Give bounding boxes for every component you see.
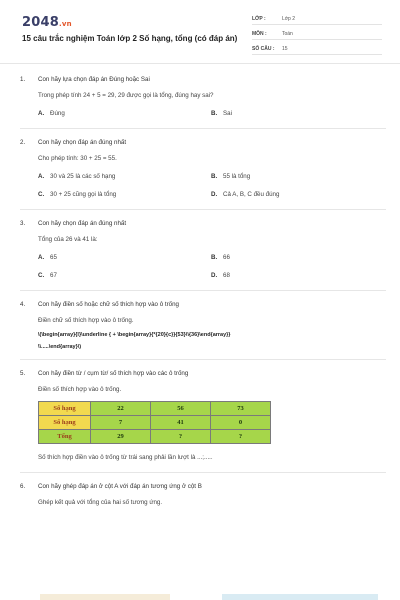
option-a[interactable]: [38, 104, 211, 122]
question-instruction: Con hãy điền số hoặc chữ số thích hợp vào ô trống: [38, 300, 179, 308]
row-label: Số hạng: [39, 402, 91, 416]
table-cell: 7: [91, 416, 151, 430]
question-body: [38, 149, 386, 203]
question-number: 1.: [20, 75, 26, 83]
meta-key: SỐ CÂU :: [252, 46, 275, 52]
option-b[interactable]: [211, 248, 384, 266]
question-heading: [20, 297, 386, 311]
question-number: 5.: [20, 369, 26, 377]
question-heading: [20, 72, 386, 86]
site-logo[interactable]: [22, 15, 72, 30]
question-text: Điền chữ số thích hợp vào ô trống.: [38, 316, 134, 324]
table-row: [39, 430, 271, 444]
question-text: Trong phép tính 24 + 5 = 29, 29 được gọi là tổng, đúng hay sai?: [38, 91, 214, 99]
matching-columns: [40, 594, 378, 600]
column-a-box: [40, 594, 170, 600]
logo-main: 2048: [22, 15, 59, 30]
question-heading: [20, 366, 386, 380]
table-row: [39, 402, 271, 416]
meta-row-subject: [252, 29, 382, 40]
question-2: [20, 135, 386, 210]
option-letter: B.: [211, 253, 218, 261]
option-letter: A.: [38, 172, 45, 180]
document-title: 15 câu trắc nghiệm Toán lớp 2 Số hạng, tổng (có đáp án): [22, 34, 238, 43]
question-heading: [20, 479, 386, 493]
option-text: 65: [50, 253, 57, 261]
question-instruction: Con hãy chọn đáp án đúng nhất: [38, 138, 127, 146]
option-text: 30 và 25 là các số hạng: [50, 172, 116, 180]
meta-value: Lớp 2: [282, 16, 296, 22]
question-body: [38, 380, 386, 466]
option-text: 30 + 25 cũng gọi là tổng: [50, 190, 117, 198]
page-header: [0, 0, 400, 64]
option-text: 67: [50, 271, 57, 279]
answer-options: [38, 167, 386, 203]
meta-row-class: [252, 14, 382, 25]
question-list: [20, 72, 386, 511]
option-a[interactable]: [38, 167, 211, 185]
table-cell: 29: [91, 430, 151, 444]
option-letter: C.: [38, 271, 45, 279]
option-c[interactable]: [38, 266, 211, 284]
question-text: Điền số thích hợp vào ô trống.: [38, 385, 122, 393]
divider: [20, 359, 386, 360]
question-body: [38, 493, 386, 511]
option-d[interactable]: [211, 266, 384, 284]
option-letter: A.: [38, 109, 45, 117]
question-text: Tổng của 26 và 41 là:: [38, 235, 98, 243]
sum-table: [38, 401, 271, 444]
question-6: [20, 479, 386, 511]
blank-cell[interactable]: ?: [211, 430, 271, 444]
table-cell: 41: [151, 416, 211, 430]
row-label: Tổng: [39, 430, 91, 444]
question-instruction: Con hãy lựa chọn đáp án Đúng hoặc Sai: [38, 75, 150, 83]
question-number: 3.: [20, 219, 26, 227]
option-text: 68: [223, 271, 230, 279]
option-a[interactable]: [38, 248, 211, 266]
option-text: 55 là tổng: [223, 172, 251, 180]
question-4: [20, 297, 386, 360]
logo-sub: .vn: [58, 20, 72, 28]
question-number: 4.: [20, 300, 26, 308]
blank-cell[interactable]: ?: [151, 430, 211, 444]
divider: [20, 472, 386, 473]
question-text: Ghép kết quả với tổng của hai số tương ứng.: [38, 498, 163, 506]
question-5: [20, 366, 386, 473]
table-cell: 56: [151, 402, 211, 416]
row-label: Số hạng: [39, 416, 91, 430]
option-text: 66: [223, 253, 230, 261]
option-letter: D.: [211, 271, 218, 279]
divider: [20, 128, 386, 129]
answer-options: [38, 104, 386, 122]
option-b[interactable]: [211, 104, 384, 122]
option-c[interactable]: [38, 185, 211, 203]
option-b[interactable]: [211, 167, 384, 185]
option-letter: C.: [38, 190, 45, 198]
question-followup: Số thích hợp điền vào ô trống từ trái sang phải lần lượt là ...;.....: [38, 453, 213, 461]
divider: [20, 290, 386, 291]
question-text: Cho phép tính: 30 + 25 = 55.: [38, 154, 117, 162]
question-heading: [20, 135, 386, 149]
math-expression-line-2: \\.....\end{array}\): [38, 344, 82, 350]
question-instruction: Con hãy chọn đáp án đúng nhất: [38, 219, 127, 227]
question-body: [38, 86, 386, 122]
meta-row-count: [252, 44, 382, 55]
question-1: [20, 72, 386, 129]
table-cell: 73: [211, 402, 271, 416]
question-number: 6.: [20, 482, 26, 490]
column-b-box: [222, 594, 378, 600]
option-text: Cả A, B, C đều đúng: [223, 190, 280, 198]
option-letter: D.: [211, 190, 218, 198]
option-letter: A.: [38, 253, 45, 261]
table-cell: 22: [91, 402, 151, 416]
question-body: [38, 230, 386, 284]
meta-info: [252, 14, 382, 59]
question-heading: [20, 216, 386, 230]
option-letter: B.: [211, 109, 218, 117]
question-body: [38, 311, 386, 353]
math-expression-line-1: \(\begin{array}{l}\underline { + \begin{array}{*{20}{c}}{53}\\{36}\end{array}}: [38, 332, 231, 338]
option-text: Đúng: [50, 109, 65, 117]
question-3: [20, 216, 386, 291]
option-text: Sai: [223, 109, 232, 117]
meta-key: LỚP :: [252, 16, 266, 22]
table-cell: 0: [211, 416, 271, 430]
question-number: 2.: [20, 138, 26, 146]
meta-value: 15: [282, 46, 288, 52]
table-row: [39, 416, 271, 430]
option-letter: B.: [211, 172, 218, 180]
question-instruction: Con hãy ghép đáp án ở cột A với đáp án tương ứng ở cột B: [38, 482, 202, 490]
meta-key: MÔN :: [252, 31, 267, 37]
option-d[interactable]: [211, 185, 384, 203]
divider: [20, 209, 386, 210]
question-instruction: Con hãy điền từ / cụm từ/ số thích hợp vào các ô trống: [38, 369, 189, 377]
answer-options: [38, 248, 386, 284]
meta-value: Toán: [282, 31, 293, 37]
